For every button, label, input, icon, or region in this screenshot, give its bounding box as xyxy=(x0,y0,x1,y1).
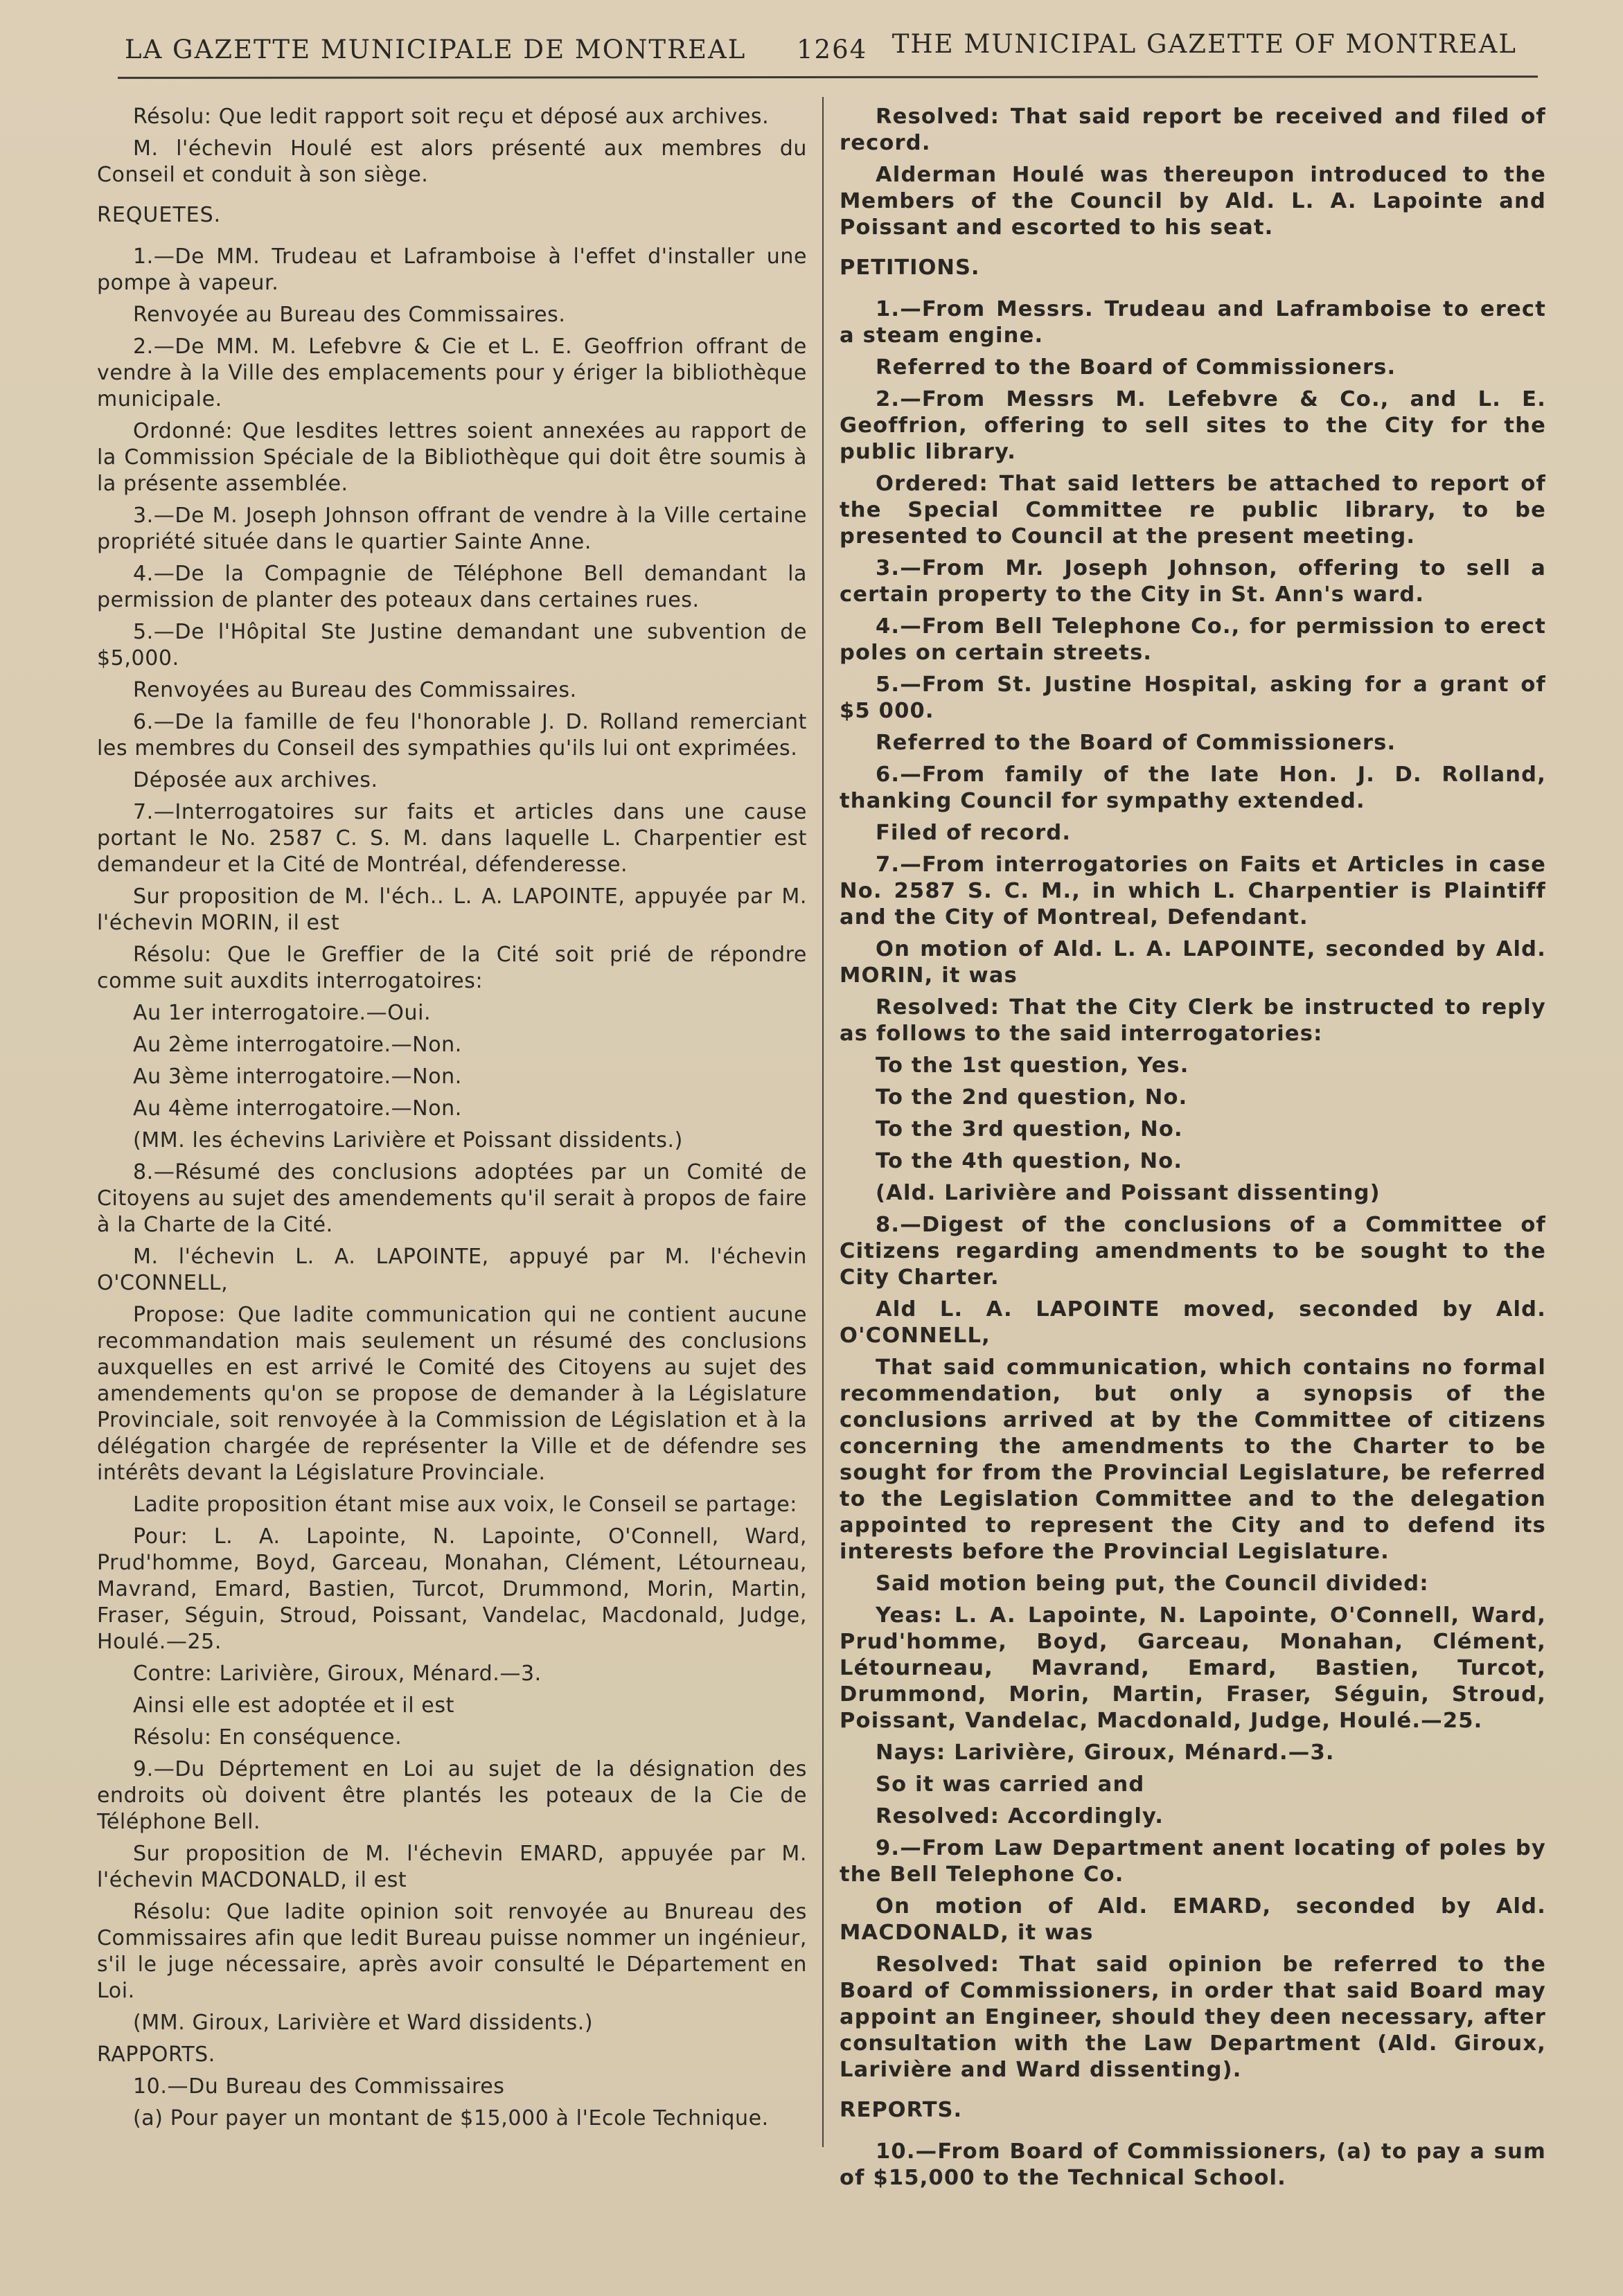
header-french-title: LA GAZETTE MUNICIPALE DE MONTREAL xyxy=(125,35,747,64)
english-paragraph: To the 1st question, Yes. xyxy=(876,1053,1189,1078)
french-paragraph: Au 1er interrogatoire.—Oui. xyxy=(133,1001,432,1025)
french-paragraph: Résolu: En conséquence. xyxy=(133,1725,402,1750)
english-paragraph: 9.—From Law Department anent locating of poles by the Bell Telephone Co. xyxy=(840,1836,1546,1887)
french-paragraph: 8.—Résumé des conclusions adoptées par un Comité de Citoyens au sujet des amendements qu'il serait à propos de faire à la Charte de la Cité. xyxy=(97,1160,807,1237)
french-paragraph: Ordonné: Que lesdites lettres soient annexées au rapport de la Commission Spéciale de la Bibliothèque qui doit être soumis à la présente assemblée. xyxy=(97,419,807,496)
french-paragraph: 2.—De MM. M. Lefebvre & Cie et L. E. Geoffrion offrant de vendre à la Ville des emplacements pour y ériger la bibliothèque municipale. xyxy=(97,335,807,411)
french-paragraph: 10.—Du Bureau des Commissaires xyxy=(133,2074,505,2099)
english-paragraph: Nays: Larivière, Giroux, Ménard.—3. xyxy=(876,1741,1335,1765)
english-paragraph: Filed of record. xyxy=(876,821,1072,845)
french-paragraph: Résolu: Que le Greffier de la Cité soit prié de répondre comme suit auxdits interrogatoires: xyxy=(97,943,807,993)
french-paragraph: M. l'échevin Houlé est alors présenté aux membres du Conseil et conduit à son siège. xyxy=(97,136,807,187)
french-paragraph: 9.—Du Déprtement en Loi au sujet de la désignation des endroits où doivent être plantés les poteaux de la Cie de Téléphone Bell. xyxy=(97,1757,807,1834)
english-paragraph: Resolved: That the City Clerk be instructed to reply as follows to the said interrogatories: xyxy=(840,995,1546,1046)
english-paragraph: Resolved: That said opinion be referred to the Board of Commissioners, in order that said Board may appoint an Engineer, should they deen necessary, after consultation with the Law Department (Ald. Giroux, Larivière and Ward dissenting). xyxy=(840,1952,1546,2082)
english-paragraph: 5.—From St. Justine Hospital, asking for a grant of $5 000. xyxy=(840,673,1546,723)
french-paragraph: Propose: Que ladite communication qui ne contient aucune recommandation mais seulement un résumé des conclusions auxquelles en est arrivé le Comité des Citoyens au sujet des amendements qu'on se propose de demander à la Législature Provinciale, soit renvoyée à la Commission de Législation et à la délégation chargée de représenter la Ville et de défendre ses intérêts devant la Législature Provinciale. xyxy=(97,1303,807,1485)
french-paragraph: Déposée aux archives. xyxy=(133,768,378,792)
english-paragraph: Said motion being put, the Council divided: xyxy=(876,1572,1429,1596)
french-paragraph: 6.—De la famille de feu l'honorable J. D. Rolland remerciant les membres du Conseil des sympathies qu'ils lui ont exprimées. xyxy=(97,710,807,760)
english-paragraph: So it was carried and xyxy=(876,1772,1145,1797)
french-paragraph: Contre: Larivière, Giroux, Ménard.—3. xyxy=(133,1662,542,1686)
page-header xyxy=(125,29,1517,71)
english-paragraph: Referred to the Board of Commissioners. xyxy=(876,731,1396,755)
french-paragraph: (MM. Giroux, Larivière et Ward dissidents.) xyxy=(133,2011,594,2035)
french-paragraph: Renvoyée au Bureau des Commissaires. xyxy=(133,303,566,327)
french-paragraph: Au 4ème interrogatoire.—Non. xyxy=(133,1096,462,1121)
french-column xyxy=(97,104,807,2137)
english-paragraph: On motion of Ald. L. A. LAPOINTE, seconded by Ald. MORIN, it was xyxy=(840,937,1546,988)
french-paragraph: Résolu: Que ladite opinion soit renvoyée au Bnureau des Commissaires afin que ledit Bureau puisse nommer un ingénieur, s'il le juge nécessaire, après avoir consulté le Département en Loi. xyxy=(97,1900,807,2003)
french-paragraph: 3.—De M. Joseph Johnson offrant de vendre à la Ville certaine propriété située dans le quartier Sainte Anne. xyxy=(97,504,807,554)
page-number: 1264 xyxy=(797,35,868,64)
english-section-heading: PETITIONS. xyxy=(840,256,980,280)
english-paragraph: On motion of Ald. EMARD, seconded by Ald. MACDONALD, it was xyxy=(840,1894,1546,1945)
english-paragraph: 8.—Digest of the conclusions of a Committee of Citizens regarding amendments to be sought to the City Charter. xyxy=(840,1213,1546,1290)
french-paragraph: Au 2ème interrogatoire.—Non. xyxy=(133,1033,462,1057)
english-paragraph: To the 3rd question, No. xyxy=(876,1117,1183,1141)
english-paragraph: To the 2nd question, No. xyxy=(876,1085,1188,1110)
french-paragraph: M. l'échevin L. A. LAPOINTE, appuyé par M. l'échevin O'CONNELL, xyxy=(97,1245,807,1295)
french-paragraph: Pour: L. A. Lapointe, N. Lapointe, O'Connell, Ward, Prud'homme, Boyd, Garceau, Monahan, Clément, Létourneau, Mavrand, Emard, Bastien, Turcot, Drummond, Morin, Martin, Fraser, Séguin, Stroud, Poissant, Vandelac, Macdonald, Judge, Houlé.—25. xyxy=(97,1524,807,1654)
english-paragraph: 1.—From Messrs. Trudeau and Laframboise to erect a steam engine. xyxy=(840,297,1546,348)
french-paragraph: 5.—De l'Hôpital Ste Justine demandant une subvention de $5,000. xyxy=(97,620,807,670)
english-paragraph: Ald L. A. LAPOINTE moved, seconded by Ald. O'CONNELL, xyxy=(840,1297,1546,1348)
french-paragraph: Sur proposition de M. l'éch.. L. A. LAPOINTE, appuyée par M. l'échevin MORIN, il est xyxy=(97,884,807,935)
french-paragraph: Ladite proposition étant mise aux voix, le Conseil se partage: xyxy=(133,1493,797,1517)
english-paragraph: 10.—From Board of Commissioners, (a) to pay a sum of $15,000 to the Technical School. xyxy=(840,2139,1546,2190)
french-paragraph: RAPPORTS. xyxy=(97,2043,215,2067)
english-paragraph: Resolved: That said report be received and filed of record. xyxy=(840,105,1546,155)
english-section-heading: REPORTS. xyxy=(840,2098,963,2122)
english-paragraph: 6.—From family of the late Hon. J. D. Rolland, thanking Council for sympathy extended. xyxy=(840,763,1546,813)
english-paragraph: 2.—From Messrs M. Lefebvre & Co., and L. E. Geoffrion, offering to sell sites to the City for the public library. xyxy=(840,387,1546,464)
french-paragraph: Sur proposition de M. l'échevin EMARD, appuyée par M. l'échevin MACDONALD, il est xyxy=(97,1842,807,1892)
french-paragraph: (a) Pour payer un montant de $15,000 à l'Ecole Technique. xyxy=(133,2106,769,2130)
column-divider xyxy=(822,97,824,2147)
header-rule xyxy=(118,75,1538,79)
english-paragraph: Yeas: L. A. Lapointe, N. Lapointe, O'Connell, Ward, Prud'homme, Boyd, Garceau, Monahan, Clément, Létourneau, Mavrand, Emard, Bastien, Turcot, Drummond, Morin, Martin, Fraser, Séguin, Stroud, Poissant, Vandelac, Macdonald, Judge, Houlé.—25. xyxy=(840,1603,1546,1733)
french-paragraph: Résolu: Que ledit rapport soit reçu et déposé aux archives. xyxy=(133,105,770,129)
french-paragraph: Ainsi elle est adoptée et il est xyxy=(133,1693,454,1718)
french-paragraph: 7.—Interrogatoires sur faits et articles dans une cause portant le No. 2587 C. S. M. dans laquelle L. Charpentier est demandeur et la Cité de Montréal, défenderesse. xyxy=(97,800,807,877)
english-paragraph: Resolved: Accordingly. xyxy=(876,1804,1164,1828)
english-paragraph: That said communication, which contains no formal recommendation, but only a synopsis of the conclusions arrived at by the Committee of citizens concerning the amendments to the Charter to be sought for from the Provincial Legislature, be referred to the Legislation Committee and to the delegation appointed to represent the City and to defend its interests before the Provincial Legislature. xyxy=(840,1355,1546,1564)
french-paragraph: Renvoyées au Bureau des Commissaires. xyxy=(133,678,577,702)
header-english-title: THE MUNICIPAL GAZETTE OF MONTREAL xyxy=(892,29,1517,59)
english-paragraph: Alderman Houlé was thereupon introduced to the Members of the Council by Ald. L. A. Lapointe and Poissant and escorted to his seat. xyxy=(840,163,1546,240)
english-paragraph: Referred to the Board of Commissioners. xyxy=(876,355,1396,380)
english-paragraph: To the 4th question, No. xyxy=(876,1149,1183,1173)
english-paragraph: Ordered: That said letters be attached to report of the Special Committee re public library, to be presented to Council at the present meeting. xyxy=(840,472,1546,549)
french-paragraph: 1.—De MM. Trudeau et Laframboise à l'effet d'installer une pompe à vapeur. xyxy=(97,244,807,295)
french-paragraph: Au 3ème interrogatoire.—Non. xyxy=(133,1065,462,1089)
english-paragraph: 7.—From interrogatories on Faits et Articles in case No. 2587 S. C. M., in which L. Charpentier is Plaintiff and the City of Montreal, Defendant. xyxy=(840,853,1546,929)
french-paragraph: 4.—De la Compagnie de Téléphone Bell demandant la permission de planter des poteaux dans certaines rues. xyxy=(97,562,807,612)
english-paragraph: 4.—From Bell Telephone Co., for permission to erect poles on certain streets. xyxy=(840,614,1546,665)
english-paragraph: 3.—From Mr. Joseph Johnson, offering to sell a certain property to the City in St. Ann's ward. xyxy=(840,556,1546,607)
english-column xyxy=(840,104,1546,2197)
french-paragraph: (MM. les échevins Larivière et Poissant dissidents.) xyxy=(133,1128,683,1153)
english-paragraph: (Ald. Larivière and Poissant dissenting) xyxy=(876,1181,1381,1205)
french-section-heading: REQUETES. xyxy=(97,203,222,227)
